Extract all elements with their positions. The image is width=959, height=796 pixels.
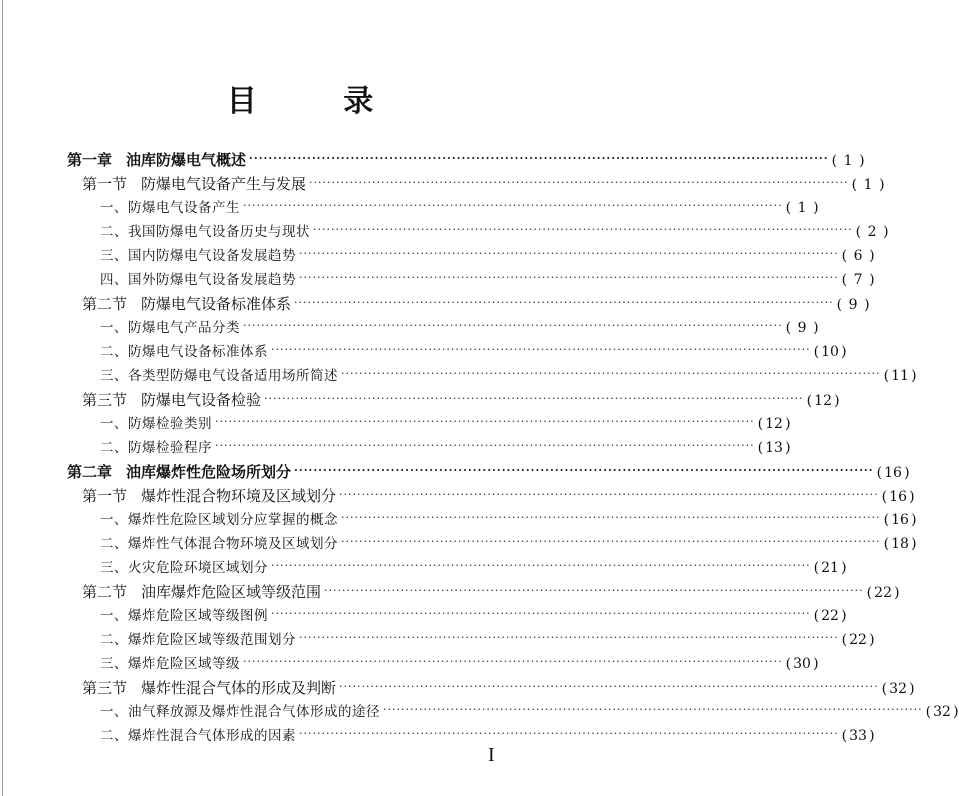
toc-section-row[interactable] [82,484,915,508]
toc-entry-text: 防爆检验类别 [128,416,212,432]
toc-entry-title [67,148,246,172]
toc-entry-title [100,532,338,556]
toc-entry-label: 四、 [100,272,128,288]
leader-dots: ························································································································ [339,680,879,693]
leader-dots: ························································································································ [383,703,923,716]
leader-dots: ························································································································ [299,247,839,260]
page-number-value: 11 [891,368,909,384]
toc-entry-title [100,340,268,364]
toc-entry-text: 防爆检验程序 [128,440,212,456]
toc-entry-label: 一、 [100,416,128,432]
toc-entry-title [100,604,268,628]
toc-entry-text: 各类型防爆电气设备适用场所简述 [128,368,338,384]
toc-entry-label: 二、 [100,728,128,744]
toc-entry-label: 第三节 [82,679,128,697]
toc-entry-label: 第二节 [82,583,128,601]
toc-entry-label: 三、 [100,560,128,576]
page-number-value: 1 [863,177,873,193]
toc-entry-text: 防爆电气设备标准体系 [141,295,292,313]
toc-entry-label: 一、 [100,704,128,720]
leader-dots: ························································································································ [341,511,881,524]
toc-page-number: ( 30 ) [786,652,819,676]
page-number-value: 22 [849,632,867,648]
toc-item-row[interactable] [100,436,791,460]
toc-entry-title [100,196,240,220]
toc-item-row[interactable] [100,628,875,652]
page-number-value: 12 [765,416,783,432]
toc-entry-text: 爆炸性危险区域划分应掌握的概念 [128,512,338,528]
toc-entry-title [82,580,321,604]
toc-entry-label: 三、 [100,656,128,672]
toc-section-row[interactable] [82,172,885,196]
toc-entry-label: 一、 [100,512,128,528]
toc-entry-text: 防爆电气设备产生与发展 [141,175,307,193]
toc-page-number: ( 32 ) [882,677,915,701]
toc-entry-title [82,172,306,196]
toc-entry-label: 一、 [100,608,128,624]
leader-dots: ························································································································ [271,607,811,620]
toc-entry-title [82,292,291,316]
toc-entry-title [100,628,296,652]
toc-entry-title [100,700,380,724]
toc-entry-text: 爆炸危险区域等级范围划分 [128,632,296,648]
toc-item-row[interactable] [100,316,819,340]
toc-entry-title [100,652,240,676]
leader-dots: ························································································································ [341,535,881,548]
toc-entry-title [100,556,268,580]
toc-entry-label: 一、 [100,320,128,336]
toc-item-row[interactable] [100,340,847,364]
page-number-value: 21 [821,560,839,576]
toc-item-row[interactable] [100,652,819,676]
leader-dots: ························································································································ [249,152,829,165]
toc-entry-title [82,484,336,508]
toc-entry-text: 爆炸危险区域等级图例 [128,608,268,624]
toc-page-number: ( 22 ) [867,581,900,605]
toc-page-number: ( 16 ) [877,461,910,485]
toc-entry-title [100,220,310,244]
page-number-value: 9 [797,320,807,336]
leader-dots: ························································································································ [313,223,853,236]
leader-dots: ························································································································ [215,415,755,428]
page-number-value: 6 [853,248,863,264]
toc-entry-label: 二、 [100,440,128,456]
toc-page-number: ( 16 ) [882,485,915,509]
toc-entry-title [67,460,291,484]
toc-page-number: ( 18 ) [884,532,917,556]
toc-entry-title [100,244,296,268]
toc-entry-text: 国外防爆电气设备发展趋势 [128,272,296,288]
toc-entry-text: 油库爆炸危险区域等级范围 [141,583,322,601]
toc-section-row[interactable] [82,388,840,412]
toc-entry-text: 油气释放源及爆炸性混合气体形成的途径 [128,704,380,720]
leader-dots: ························································································································ [299,727,839,740]
toc-page-number: ( 11 ) [884,364,917,388]
toc-page-number: ( 21 ) [814,556,847,580]
toc-entry-title [100,436,212,460]
page-number-value: 22 [821,608,839,624]
toc-entry-text: 防爆电气设备产生 [128,200,240,216]
leader-dots: ························································································································ [271,343,811,356]
toc-page-number: ( 22 ) [842,628,875,652]
page-number-value: 12 [814,393,832,409]
toc-page-number: ( 32 ) [926,700,959,724]
page-number-value: 32 [889,681,907,697]
toc-chapter-row[interactable] [67,148,865,172]
page-number-value: 7 [853,272,863,288]
toc-item-row[interactable] [100,196,819,220]
leader-dots: ························································································································ [243,319,783,332]
toc-entry-label: 第二章 [67,463,113,481]
toc-page-number: ( 9 ) [786,316,819,340]
toc-entry-label: 第一节 [82,487,128,505]
leader-dots: ························································································································ [294,464,874,477]
leader-dots: ························································································································ [299,631,839,644]
toc-page-number: ( 2 ) [856,220,889,244]
leader-dots: ························································································································ [264,392,804,405]
toc-item-row[interactable] [100,556,847,580]
leader-dots: ························································································································ [294,296,834,309]
toc-page-number: ( 10 ) [814,340,847,364]
toc-page-number: ( 7 ) [842,268,875,292]
toc-entry-label: 二、 [100,632,128,648]
toc-entry-text: 爆炸性混合气体的形成及判断 [141,679,337,697]
toc-page-number: ( 9 ) [837,293,870,317]
toc-entry-label: 第三节 [82,391,128,409]
toc-page-number: ( 12 ) [807,389,840,413]
page-number-value: 13 [765,440,783,456]
toc-entry-text: 爆炸性混合气体形成的因素 [128,728,296,744]
toc-entry-label: 第一节 [82,175,128,193]
toc-entry-label: 一、 [100,200,128,216]
toc-page-number: ( 1 ) [832,149,865,173]
leader-dots: ························································································································ [243,199,783,212]
toc-entry-title [100,412,212,436]
toc-section-row[interactable] [82,292,870,316]
page-number-value: 9 [848,297,858,313]
toc-section-row[interactable] [82,676,915,700]
leader-dots: ························································································································ [243,655,783,668]
toc-entry-label: 二、 [100,344,128,360]
page-number-value: 16 [889,489,907,505]
toc-entry-title [100,364,338,388]
toc-entry-text: 防爆电气设备检验 [141,391,262,409]
page-number-value: 10 [821,344,839,360]
toc-page-number: ( 12 ) [758,412,791,436]
toc-entry-text: 防爆电气设备标准体系 [128,344,268,360]
toc-page-number: ( 22 ) [814,604,847,628]
page-title: 目 录 [226,84,412,119]
leader-dots: ························································································································ [324,584,864,597]
toc-section-row[interactable] [82,580,900,604]
toc-entry-title [82,676,336,700]
toc-entry-label: 第一章 [67,151,113,169]
toc-entry-text: 国内防爆电气设备发展趋势 [128,248,296,264]
toc-item-row[interactable] [100,220,889,244]
leader-dots: ························································································································ [341,367,881,380]
toc-entry-label: 三、 [100,248,128,264]
toc-page-number: ( 13 ) [758,436,791,460]
page-number-value: 1 [797,200,807,216]
toc-page-number: ( 16 ) [884,508,917,532]
leader-dots: ························································································································ [309,176,849,189]
toc-item-row[interactable] [100,604,847,628]
leader-dots: ························································································································ [215,439,755,452]
toc-entry-text: 防爆电气产品分类 [128,320,240,336]
toc-entry-text: 我国防爆电气设备历史与现状 [128,224,310,240]
toc-entry-text: 爆炸性气体混合物环境及区域划分 [128,536,338,552]
toc-chapter-row[interactable] [67,460,910,484]
toc-entry-text: 火灾危险环境区域划分 [128,560,268,576]
toc-item-row[interactable] [100,724,875,748]
page-number-value: 16 [884,465,902,481]
toc-item-row[interactable] [100,244,875,268]
table-of-contents [0,148,959,748]
toc-entry-text: 爆炸性混合物环境及区域划分 [141,487,337,505]
page-number-value: 32 [933,704,951,720]
toc-entry-label: 二、 [100,224,128,240]
page-number-value: 2 [867,224,877,240]
toc-item-row[interactable] [100,364,917,388]
page-folio: I [488,744,495,766]
leader-dots: ························································································································ [271,559,811,572]
toc-item-row[interactable] [100,412,791,436]
toc-entry-label: 二、 [100,536,128,552]
toc-page-number: ( 1 ) [786,196,819,220]
toc-item-row[interactable] [100,508,917,532]
leader-dots: ························································································································ [299,271,839,284]
toc-page-number: ( 33 ) [842,724,875,748]
page-number-value: 18 [891,536,909,552]
toc-item-row[interactable] [100,268,875,292]
toc-item-row[interactable] [100,532,917,556]
toc-entry-text: 油库防爆电气概述 [126,151,247,169]
toc-entry-label: 第二节 [82,295,128,313]
toc-entry-title [100,724,296,748]
page-number-value: 1 [843,153,853,169]
page-number-value: 16 [891,512,909,528]
toc-entry-title [82,388,261,412]
page-number-value: 30 [793,656,811,672]
toc-page-number: ( 6 ) [842,244,875,268]
toc-entry-title [100,508,338,532]
toc-item-row[interactable] [100,700,959,724]
toc-entry-title [100,268,296,292]
page-number-value: 22 [874,585,892,601]
toc-entry-text: 爆炸危险区域等级 [128,656,240,672]
page-number-value: 33 [849,728,867,744]
leader-dots: ························································································································ [339,488,879,501]
toc-entry-label: 三、 [100,368,128,384]
toc-entry-title [100,316,240,340]
toc-entry-text: 油库爆炸性危险场所划分 [126,463,292,481]
toc-page-number: ( 1 ) [852,173,885,197]
